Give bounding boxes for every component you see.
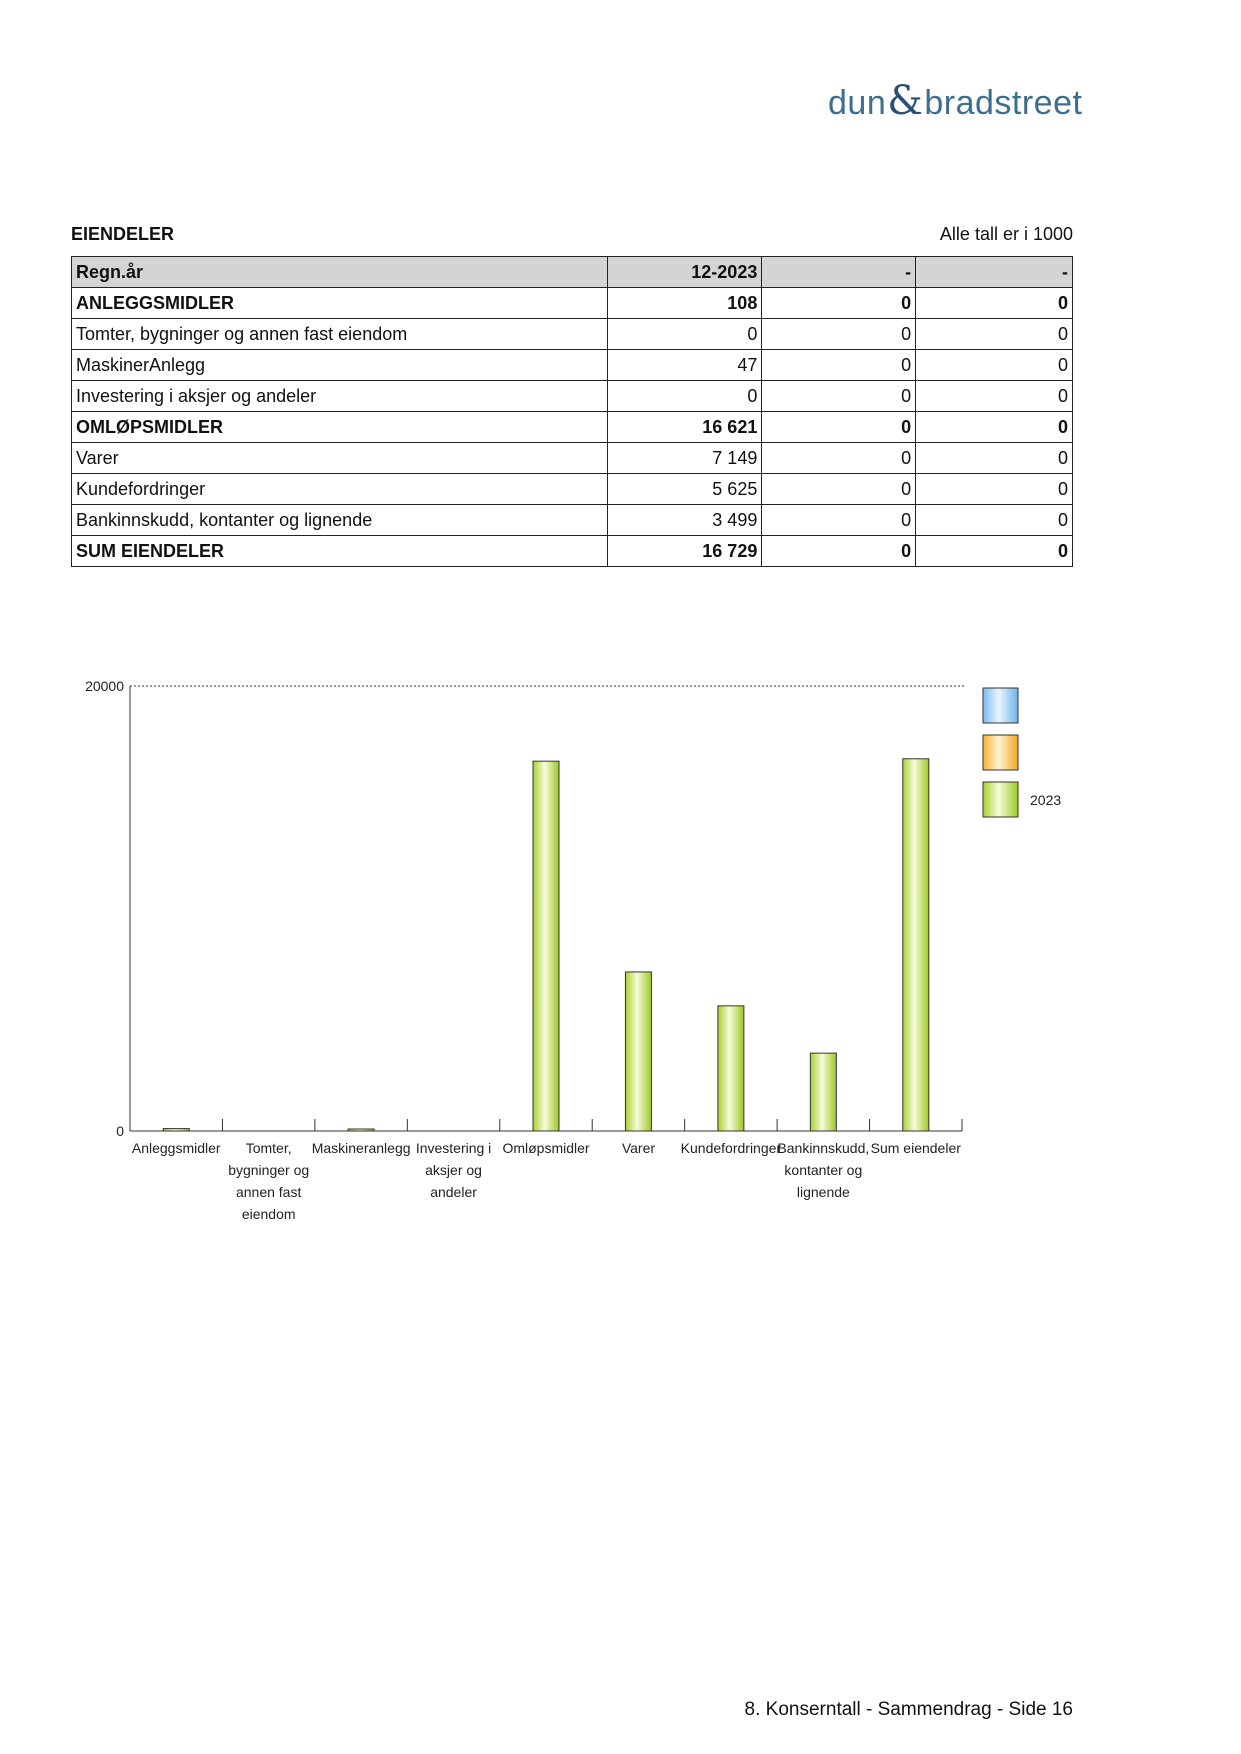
bar xyxy=(718,1006,744,1131)
row-value: 0 xyxy=(916,505,1073,536)
row-value: 0 xyxy=(916,288,1073,319)
dun-bradstreet-logo xyxy=(828,78,1083,124)
table-row xyxy=(72,443,1073,474)
bar xyxy=(348,1129,374,1131)
x-tick-label xyxy=(312,1140,411,1156)
row-label: Investering i aksjer og andeler xyxy=(72,381,608,412)
row-value: 0 xyxy=(762,319,916,350)
table-row xyxy=(72,536,1073,567)
row-value: 0 xyxy=(916,350,1073,381)
x-tick-label xyxy=(681,1140,782,1156)
row-value: 0 xyxy=(762,505,916,536)
row-label: SUM EIENDELER xyxy=(72,536,608,567)
legend-swatch xyxy=(983,782,1018,817)
x-tick-label-line: Tomter, xyxy=(245,1140,292,1156)
column-header-period: Regn.år xyxy=(72,257,608,288)
row-label: ANLEGGSMIDLER xyxy=(72,288,608,319)
row-value: 0 xyxy=(762,288,916,319)
table-body xyxy=(72,288,1073,567)
x-tick-label xyxy=(871,1140,962,1156)
x-tick-label-line: Anleggsmidler xyxy=(131,1140,221,1156)
row-value: 0 xyxy=(762,412,916,443)
bar xyxy=(810,1053,836,1131)
x-tick-label-line: Varer xyxy=(621,1140,656,1156)
row-value: 16 621 xyxy=(607,412,762,443)
x-tick-label xyxy=(622,1140,656,1156)
bar xyxy=(163,1129,189,1131)
x-tick-label-line: andeler xyxy=(430,1184,477,1200)
x-tick-label-line: Sum eiendeler xyxy=(870,1140,961,1156)
row-label: MaskinerAnlegg xyxy=(72,350,608,381)
row-value: 0 xyxy=(916,319,1073,350)
row-value: 0 xyxy=(762,443,916,474)
row-value: 0 xyxy=(762,536,916,567)
x-tick-label-line: eiendom xyxy=(241,1206,296,1222)
x-tick-label xyxy=(416,1140,491,1200)
row-value: 7 149 xyxy=(607,443,762,474)
bar xyxy=(625,972,651,1131)
x-tick-label-line: Bankinnskudd, xyxy=(777,1140,870,1156)
bar xyxy=(533,761,559,1131)
x-tick-label-line: annen fast xyxy=(235,1184,302,1200)
logo-text-right: bradstreet xyxy=(924,84,1083,122)
table-row xyxy=(72,474,1073,505)
section-title: EIENDELER xyxy=(71,224,175,244)
table-row xyxy=(72,412,1073,443)
logo-ampersand: & xyxy=(887,78,924,124)
row-value: 47 xyxy=(607,350,762,381)
y-tick-label: 20000 xyxy=(85,678,124,694)
row-value: 3 499 xyxy=(607,505,762,536)
row-value: 0 xyxy=(607,381,762,412)
table-row xyxy=(72,505,1073,536)
x-tick-label xyxy=(132,1140,221,1156)
row-label: OMLØPSMIDLER xyxy=(72,412,608,443)
row-value: 16 729 xyxy=(607,536,762,567)
column-header-2023: 12-2023 xyxy=(607,257,762,288)
row-value: 5 625 xyxy=(607,474,762,505)
financial-table xyxy=(71,256,1073,567)
row-label: Kundefordringer xyxy=(72,474,608,505)
row-label: Varer xyxy=(72,443,608,474)
x-tick-label xyxy=(502,1140,589,1156)
x-tick-label-line: aksjer og xyxy=(425,1162,482,1178)
row-value: 0 xyxy=(916,536,1073,567)
bar xyxy=(903,759,929,1131)
logo-text-left: dun xyxy=(828,84,887,122)
legend-swatch xyxy=(983,688,1018,723)
row-value: 0 xyxy=(762,474,916,505)
legend-swatch xyxy=(983,735,1018,770)
x-tick-label xyxy=(228,1140,309,1222)
table-row xyxy=(72,350,1073,381)
column-header-prev2: - xyxy=(916,257,1073,288)
row-label: Bankinnskudd, kontanter og lignende xyxy=(72,505,608,536)
x-tick-label-line: lignende xyxy=(796,1184,850,1200)
column-header-prev1: - xyxy=(762,257,916,288)
row-value: 0 xyxy=(916,381,1073,412)
legend-label: 2023 xyxy=(1030,792,1062,808)
row-value: 0 xyxy=(916,474,1073,505)
x-tick-label-line: kontanter og xyxy=(784,1162,863,1178)
table-row xyxy=(72,381,1073,412)
x-tick-label-line: Maskineranlegg xyxy=(311,1140,411,1156)
page-footer: 8. Konserntall - Sammendrag - Side 16 xyxy=(744,1699,1073,1720)
x-tick-label-line: Kundefordringer xyxy=(680,1140,782,1156)
row-value: 0 xyxy=(916,443,1073,474)
table-header-row xyxy=(72,257,1073,288)
row-value: 0 xyxy=(762,350,916,381)
x-tick-label-line: Investering i xyxy=(415,1140,492,1156)
row-value: 0 xyxy=(916,412,1073,443)
x-tick-label-line: bygninger og xyxy=(228,1162,310,1178)
row-value: 0 xyxy=(607,319,762,350)
row-label: Tomter, bygninger og annen fast eiendom xyxy=(72,319,608,350)
y-tick-label: 0 xyxy=(116,1123,124,1139)
row-value: 108 xyxy=(607,288,762,319)
x-tick-label-line: Omløpsmidler xyxy=(502,1140,590,1156)
x-tick-label xyxy=(777,1140,869,1200)
table-row xyxy=(72,288,1073,319)
row-value: 0 xyxy=(762,381,916,412)
table-row xyxy=(72,319,1073,350)
units-note: Alle tall er i 1000 xyxy=(939,224,1073,244)
